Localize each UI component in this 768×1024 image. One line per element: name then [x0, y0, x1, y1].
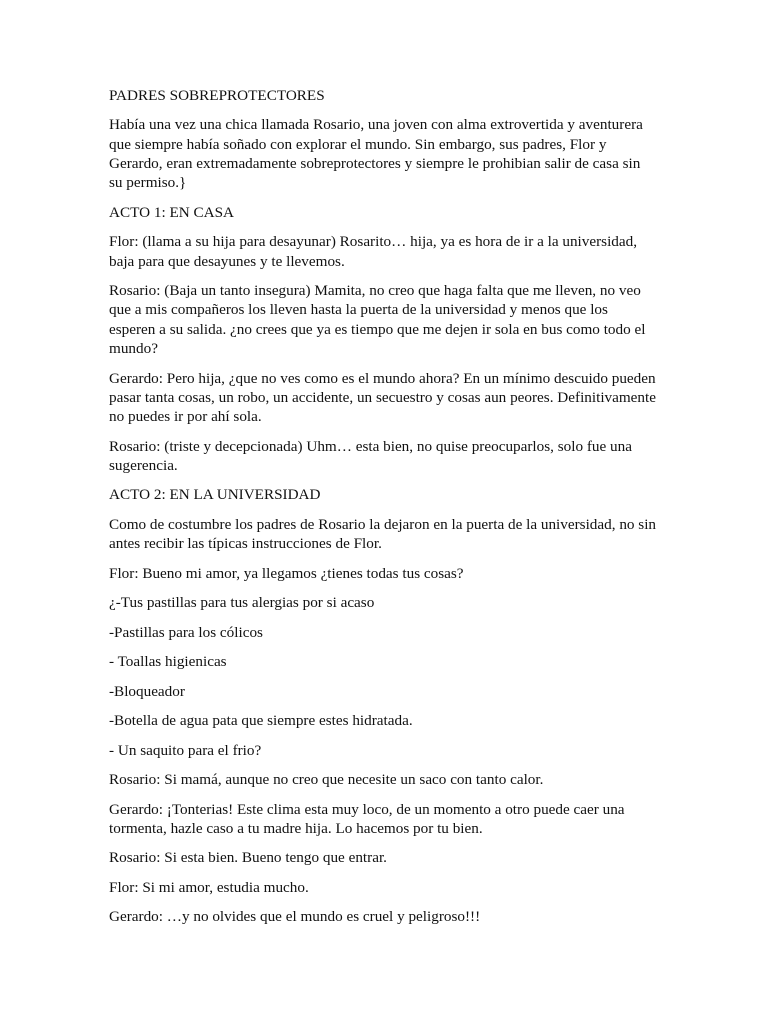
list-item: - Toallas higienicas	[109, 653, 227, 671]
dialogue-line: Gerardo: ¡Tonterias! Este clima esta muy loco, de un momento a otro puede caer una tormenta, hazle caso a tu madre hija. Lo hacemos por tu bien.	[109, 800, 625, 837]
dialogue-line: Rosario: (triste y decepcionada) Uhm… esta bien, no quise preocuparlos, solo fue una sugerencia.	[109, 437, 632, 474]
act-1-heading: ACTO 1: EN CASA	[109, 203, 235, 221]
dialogue-line: Gerardo: …y no olvides que el mundo es cruel y peligroso!!!	[109, 908, 481, 926]
dialogue-line: Gerardo: Pero hija, ¿que no ves como es el mundo ahora? En un mínimo descuido pueden pasar tanta cosas, un robo, un accidente, un secuestro y cosas aun peores. Definitivamente no puedes ir por ahí sola.	[109, 369, 656, 426]
dialogue-line: Rosario: Si mamá, aunque no creo que necesite un saco con tanto calor.	[109, 771, 544, 789]
dialogue-line: Rosario: (Baja un tanto insegura) Mamita, no creo que haga falta que me lleven, no veo que a mis compañeros los lleven hasta la puerta de la universidad y menos que los esperen a su salida. ¿no crees que ya es tiempo que me dejen ir sola en bus como todo el mundo?	[109, 282, 646, 358]
document-title: PADRES SOBREPROTECTORES	[109, 87, 325, 104]
narration-paragraph: Como de costumbre los padres de Rosario la dejaron en la puerta de la universidad, no sin antes recibir las típicas instrucciones de Flor.	[109, 515, 657, 553]
dialogue-line: Rosario: Si esta bien. Bueno tengo que entrar.	[109, 849, 387, 867]
list-item: -Pastillas para los cólicos	[109, 623, 263, 641]
list-item: ¿-Tus pastillas para tus alergias por si acaso	[109, 594, 375, 612]
intro-paragraph: Había una vez una chica llamada Rosario, una joven con alma extrovertida y aventurera que siempre había soñado con explorar el mundo. Sin embargo, sus padres, Flor y Gerardo, eran extremadamente sobreprotectores y siempre le prohibian salir de casa sin su permiso.}	[109, 116, 643, 192]
dialogue-line: Flor: (llama a su hija para desayunar) Rosarito… hija, ya es hora de ir a la universidad, baja para que desayunes y te llevemos.	[109, 233, 638, 270]
dialogue-line: Flor: Bueno mi amor, ya llegamos ¿tienes todas tus cosas?	[109, 564, 464, 582]
document-body	[109, 86, 657, 937]
list-item: -Botella de agua pata que siempre estes hidratada.	[109, 712, 413, 730]
dialogue-line: Flor: Si mi amor, estudia mucho.	[109, 878, 309, 896]
list-item: -Bloqueador	[109, 682, 185, 700]
list-item: - Un saquito para el frio?	[109, 741, 262, 759]
act-2-heading: ACTO 2: EN LA UNIVERSIDAD	[109, 486, 321, 504]
